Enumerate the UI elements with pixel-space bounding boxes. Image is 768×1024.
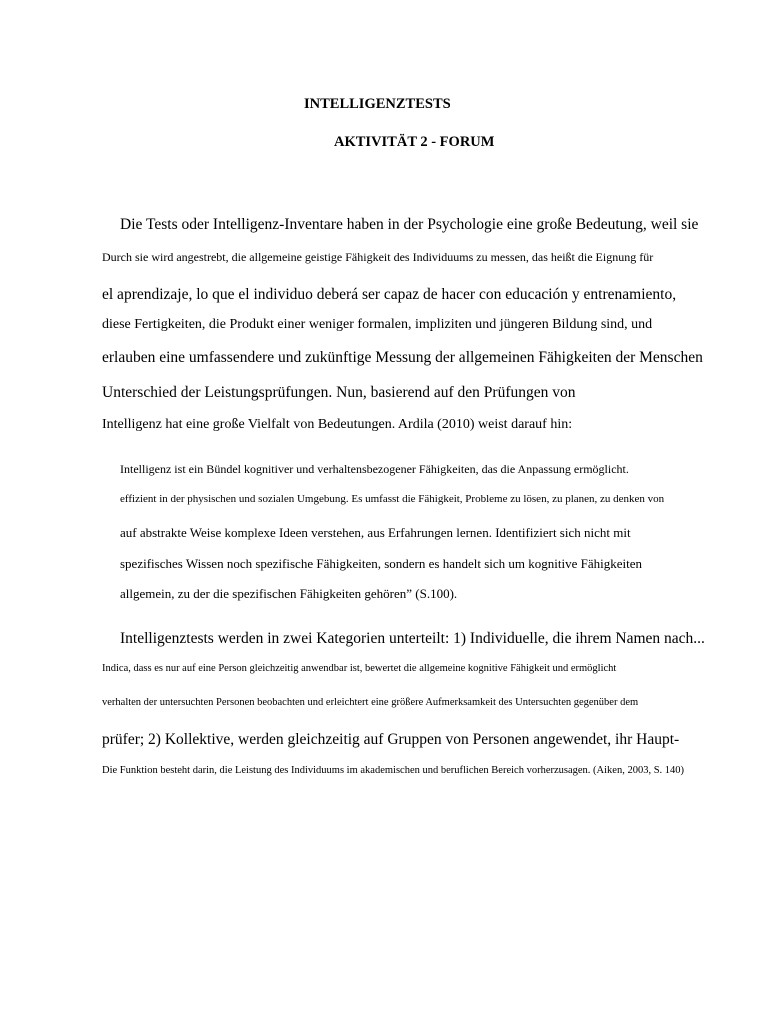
- paragraph-line: Durch sie wird angestrebt, die allgemeine geistige Fähigkeit des Individuums zu messen, das heißt die Eignung für: [102, 250, 654, 264]
- paragraph-line: Intelligenz hat eine große Vielfalt von Bedeutungen. Ardila (2010) weist darauf hin:: [102, 417, 573, 432]
- document-subtitle: AKTIVITÄT 2 - FORUM: [334, 134, 495, 150]
- paragraph-line: erlauben eine umfassendere und zukünftige Messung der allgemeinen Fähigkeiten der Menschen: [102, 349, 703, 366]
- quote-line: Intelligenz ist ein Bündel kognitiver und verhaltensbezogener Fähigkeiten, das die Anpassung ermöglicht.: [120, 462, 629, 476]
- quote-line: allgemein, zu der die spezifischen Fähigkeiten gehören” (S.100).: [120, 586, 458, 601]
- paragraph-line: Unterschied der Leistungsprüfungen. Nun, basierend auf den Prüfungen von: [102, 384, 576, 401]
- paragraph-line: Indica, dass es nur auf eine Person gleichzeitig anwendbar ist, bewertet die allgemeine kognitive Fähigkeit und ermöglicht: [102, 663, 617, 674]
- document-title: INTELLIGENZTESTS: [304, 96, 451, 112]
- paragraph-line: el aprendizaje, lo que el individuo deberá ser capaz de hacer con educación y entrenamiento,: [102, 286, 677, 303]
- paragraph-line: Die Tests oder Intelligenz-Inventare haben in der Psychologie eine große Bedeutung, weil sie: [120, 216, 699, 233]
- paragraph-line: prüfer; 2) Kollektive, werden gleichzeitig auf Gruppen von Personen angewendet, ihr Haupt-: [102, 731, 680, 748]
- quote-line: auf abstrakte Weise komplexe Ideen verstehen, aus Erfahrungen lernen. Identifiziert sich nicht mit: [120, 525, 631, 540]
- paragraph-line: Die Funktion besteht darin, die Leistung des Individuums im akademischen und beruflichen Bereich vorherzusagen. (Aiken, 2003, S. 140): [102, 765, 685, 776]
- paragraph-line: diese Fertigkeiten, die Produkt einer weniger formalen, impliziten und jüngeren Bildung sind, und: [102, 317, 653, 332]
- quote-line: spezifisches Wissen noch spezifische Fähigkeiten, sondern es handelt sich um kognitive Fähigkeiten: [120, 556, 643, 571]
- paragraph-line: verhalten der untersuchten Personen beobachten und erleichtert eine größere Aufmerksamkeit des Untersuchten gegenüber dem: [102, 697, 639, 708]
- quote-line: effizient in der physischen und sozialen Umgebung. Es umfasst die Fähigkeit, Probleme zu lösen, zu planen, zu denken von: [120, 493, 665, 505]
- paragraph-line: Intelligenztests werden in zwei Kategorien unterteilt: 1) Individuelle, die ihrem Namen nach...: [120, 630, 705, 647]
